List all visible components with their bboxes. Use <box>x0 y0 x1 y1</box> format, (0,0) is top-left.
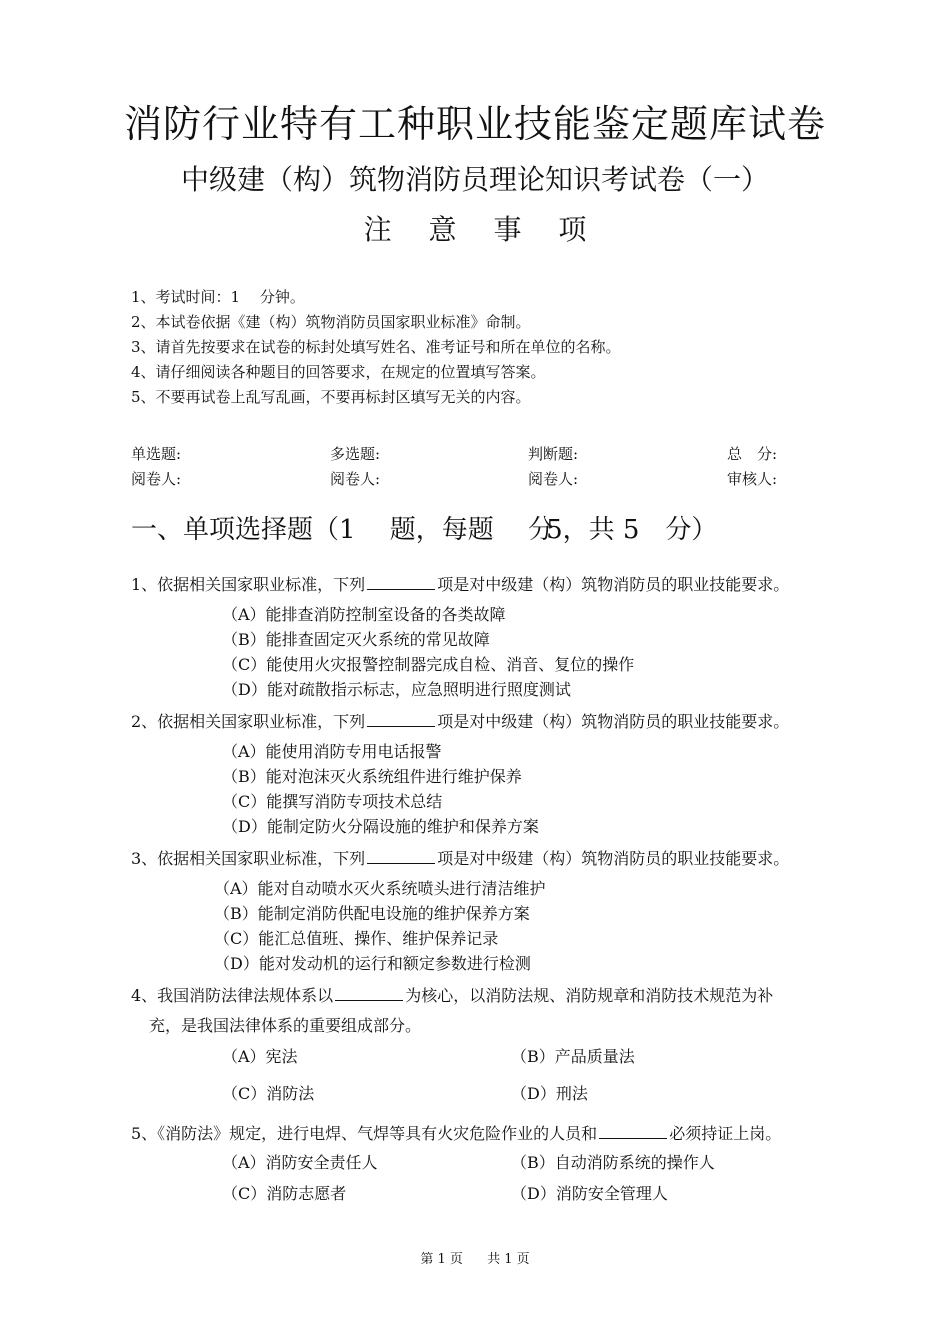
option-c[interactable]: （C）能撰写消防专项技术总结 <box>222 792 443 811</box>
question-stem <box>131 709 789 734</box>
question-text: 3、依据相关国家职业标准，下列 <box>131 849 366 868</box>
option-c[interactable]: （C）消防志愿者 <box>222 1184 347 1203</box>
option-d[interactable]: （D）刑法 <box>511 1084 588 1103</box>
answer-blank[interactable] <box>367 573 435 590</box>
option-d[interactable]: （D）能对疏散指示标志，应急照明进行照度测试 <box>222 680 571 699</box>
question-stem <box>131 846 789 871</box>
question-text-continued: 充，是我国法律体系的重要组成部分。 <box>149 1016 422 1035</box>
notice-item: 1、考试时间：1 分钟。 <box>131 288 305 306</box>
question-text: 5、《消防法》规定，进行电焊、气焊等具有火灾危险作业的人员和 <box>131 1124 598 1143</box>
option-a[interactable]: （A）宪法 <box>222 1047 298 1066</box>
option-a[interactable]: （A）消防安全责任人 <box>222 1153 378 1172</box>
score-label-total: 总 分: <box>727 445 778 463</box>
question-text: 为核心，以消防法规、消防规章和消防技术规范为补 <box>405 986 774 1005</box>
question-text: 必须持证上岗。 <box>669 1124 782 1143</box>
option-b[interactable]: （B）能对泡沫灭火系统组件进行维护保养 <box>222 767 522 786</box>
notice-heading: 注 意 事 项 <box>363 213 601 246</box>
score-label-single: 单选题: <box>131 445 182 463</box>
grader-label: 阅卷人: <box>330 470 381 488</box>
section-heading-part2: 5，共 5 分） <box>546 515 718 545</box>
page-footer <box>0 1248 950 1267</box>
question-text: 1、依据相关国家职业标准，下列 <box>131 575 366 594</box>
option-a[interactable]: （A）能排查消防控制室设备的各类故障 <box>222 605 506 624</box>
option-b[interactable]: （B）自动消防系统的操作人 <box>511 1153 715 1172</box>
answer-blank[interactable] <box>367 847 435 864</box>
question-text: 项是对中级建（构）筑物消防员的职业技能要求。 <box>437 849 790 868</box>
section-heading <box>131 512 717 548</box>
option-c[interactable]: （C）消防法 <box>222 1084 315 1103</box>
question-text: 2、依据相关国家职业标准，下列 <box>131 712 366 731</box>
answer-blank[interactable] <box>599 1122 667 1139</box>
notice-list <box>131 285 621 410</box>
option-b[interactable]: （B）产品质量法 <box>511 1047 635 1066</box>
notice-item: 5、不要再试卷上乱写乱画，不要再标封区填写无关的内容。 <box>131 388 531 406</box>
option-b[interactable]: （B）能制定消防供配电设施的维护保养方案 <box>214 904 530 923</box>
option-d[interactable]: （D）能对发动机的运行和额定参数进行检测 <box>214 954 531 973</box>
grader-label: 阅卷人: <box>528 470 579 488</box>
notice-item: 3、请首先按要求在试卷的标封处填写姓名、准考证号和所在单位的名称。 <box>131 338 621 356</box>
question-text: 4、我国消防法律法规体系以 <box>131 986 334 1005</box>
score-table <box>131 442 831 492</box>
answer-blank[interactable] <box>335 984 403 1001</box>
page-total: 共 1 页 <box>487 1252 530 1267</box>
question-stem <box>131 1121 781 1146</box>
notice-item: 4、请仔细阅读各种题目的回答要求，在规定的位置填写答案。 <box>131 363 546 381</box>
option-c[interactable]: （C）能汇总值班、操作、维护保养记录 <box>214 929 499 948</box>
question-text: 项是对中级建（构）筑物消防员的职业技能要求。 <box>437 575 790 594</box>
reviewer-label: 审核人: <box>727 470 778 488</box>
question-stem <box>131 983 773 1008</box>
section-heading-part1: 一、单项选择题（1 题，每题 分 <box>131 515 555 545</box>
notice-item: 2、本试卷依据《建（构）筑物消防员国家职业标准》命制。 <box>131 313 531 331</box>
option-b[interactable]: （B）能排查固定灭火系统的常见故障 <box>222 630 490 649</box>
question-text: 项是对中级建（构）筑物消防员的职业技能要求。 <box>437 712 790 731</box>
answer-blank[interactable] <box>367 710 435 727</box>
score-label-judge: 判断题: <box>528 445 579 463</box>
exam-subtitle: 中级建（构）筑物消防员理论知识考试卷（一） <box>180 163 769 196</box>
grader-label: 阅卷人: <box>131 470 182 488</box>
option-d[interactable]: （D）消防安全管理人 <box>511 1184 668 1203</box>
score-label-multi: 多选题: <box>330 445 381 463</box>
option-a[interactable]: （A）能使用消防专用电话报警 <box>222 742 442 761</box>
question-stem <box>131 572 789 597</box>
page-title: 消防行业特有工种职业技能鉴定题库试卷 <box>123 102 826 146</box>
option-a[interactable]: （A）能对自动喷水灭火系统喷头进行清洁维护 <box>214 879 546 898</box>
option-d[interactable]: （D）能制定防火分隔设施的维护和保养方案 <box>222 817 539 836</box>
option-c[interactable]: （C）能使用火灾报警控制器完成自检、消音、复位的操作 <box>222 655 635 674</box>
page-number: 第 1 页 <box>420 1252 463 1267</box>
